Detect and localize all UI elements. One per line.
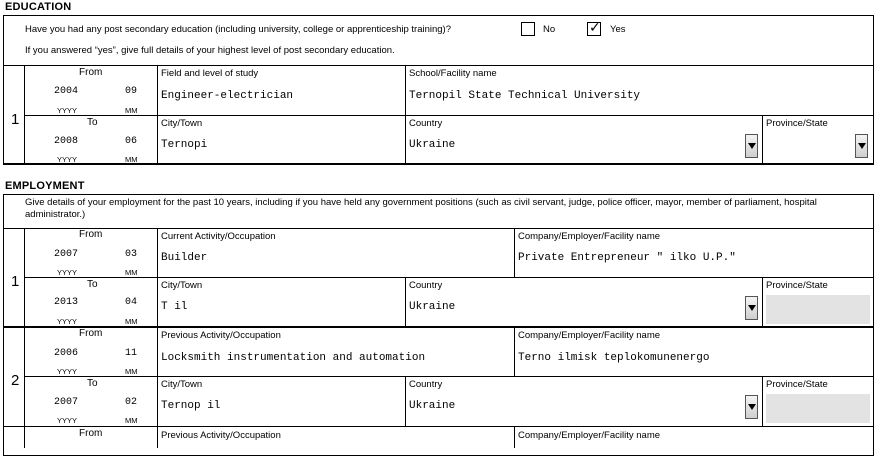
mm-label: MM	[125, 106, 138, 115]
employment-entry-1-box	[3, 228, 874, 328]
emp3-company-label: Company/Employer/Facility name	[518, 430, 661, 441]
edu-from-month[interactable]: 09	[125, 86, 138, 97]
school-name-input[interactable]: Ternopil State Technical University	[409, 90, 641, 102]
emp1-company-label: Company/Employer/Facility name	[518, 231, 661, 242]
check-icon: ✓	[589, 20, 601, 36]
edu-to-label: To	[87, 117, 98, 128]
emp2-from-label: From	[79, 328, 103, 339]
edu-country-label: Country	[409, 118, 443, 129]
emp2-country-label: Country	[409, 379, 443, 390]
chevron-down-icon	[748, 305, 756, 311]
emp2-province-label: Province/State	[766, 379, 828, 390]
emp1-to-month[interactable]: 04	[125, 297, 138, 308]
yes-checkbox[interactable]	[587, 22, 601, 36]
edu-from-label: From	[79, 67, 103, 78]
education-instruction: If you answered “yes”, give full details of your highest level of post secondary education.	[25, 45, 395, 56]
emp2-country-select[interactable]: Ukraine	[409, 400, 456, 412]
edu-city-label: City/Town	[161, 118, 203, 129]
edu-from-year[interactable]: 2004	[54, 86, 79, 97]
mm-label: MM	[125, 155, 138, 164]
emp2-country-dropdown-button[interactable]	[745, 395, 758, 419]
emp2-city-label: City/Town	[161, 379, 203, 390]
emp1-to-year[interactable]: 2013	[54, 297, 79, 308]
employment-instruction: Give details of your employment for the past 10 years, including if you have held any government positions (such as civil servant, judge, police officer, mayor, member of parliament, hospital administrator.)	[25, 197, 817, 220]
emp1-city-input[interactable]: T il	[161, 301, 188, 313]
field-of-study-label: Field and level of study	[161, 68, 259, 79]
emp2-province-input[interactable]	[766, 394, 870, 423]
education-question-box	[3, 15, 874, 66]
yyyy-label: YYYY	[57, 268, 78, 277]
emp2-to-month[interactable]: 02	[125, 397, 138, 408]
emp1-city-label: City/Town	[161, 280, 203, 291]
emp2-company-input[interactable]: Terno ilmisk teplokomunenergo	[518, 352, 710, 364]
emp1-country-label: Country	[409, 280, 443, 291]
education-title: EDUCATION	[5, 1, 72, 13]
yyyy-label: YYYY	[57, 416, 78, 425]
emp3-from-label: From	[79, 428, 103, 439]
emp1-from-month[interactable]: 03	[125, 249, 138, 260]
chevron-down-icon	[748, 143, 756, 149]
mm-label: MM	[125, 268, 138, 277]
edu-to-month[interactable]: 06	[125, 136, 138, 147]
employment-entry-1-index: 1	[11, 273, 20, 290]
emp1-province-input[interactable]	[766, 295, 870, 324]
field-of-study-input[interactable]: Engineer-electrician	[161, 90, 294, 102]
edu-country-dropdown-button[interactable]	[745, 134, 758, 158]
emp1-country-dropdown-button[interactable]	[745, 296, 758, 320]
edu-country-select[interactable]: Ukraine	[409, 139, 456, 151]
no-label: No	[543, 24, 556, 35]
emp2-from-year[interactable]: 2006	[54, 348, 79, 359]
yyyy-label: YYYY	[57, 155, 78, 164]
employment-entry-3-box	[3, 426, 874, 456]
yyyy-label: YYYY	[57, 367, 78, 376]
chevron-down-icon	[748, 404, 756, 410]
edu-to-year[interactable]: 2008	[54, 136, 79, 147]
emp3-activity-label: Previous Activity/Occupation	[161, 430, 281, 441]
no-checkbox[interactable]	[521, 22, 535, 36]
emp2-activity-input[interactable]: Locksmith instrumentation and automation	[161, 352, 426, 364]
edu-province-dropdown-button[interactable]	[855, 134, 868, 158]
employment-title: EMPLOYMENT	[5, 180, 85, 192]
education-entry-index: 1	[11, 111, 20, 128]
emp1-to-label: To	[87, 279, 98, 290]
emp1-from-year[interactable]: 2007	[54, 249, 79, 260]
emp2-from-month[interactable]: 11	[125, 348, 138, 359]
edu-province-label: Province/State	[766, 118, 828, 129]
school-name-label: School/Facility name	[409, 68, 497, 79]
employment-entry-2-index: 2	[11, 372, 20, 389]
emp2-city-input[interactable]: Ternop il	[161, 400, 221, 412]
yyyy-label: YYYY	[57, 106, 78, 115]
emp1-activity-input[interactable]: Builder	[161, 252, 208, 264]
emp1-company-input[interactable]: Private Entrepreneur " ilko U.P."	[518, 252, 736, 264]
emp2-to-year[interactable]: 2007	[54, 397, 79, 408]
emp2-company-label: Company/Employer/Facility name	[518, 330, 661, 341]
education-question: Have you had any post secondary education (including university, college or apprenticeship training)?	[25, 24, 451, 35]
emp1-from-label: From	[79, 229, 103, 240]
edu-city-input[interactable]: Ternopi	[161, 139, 208, 151]
yes-label: Yes	[610, 24, 626, 35]
emp2-activity-label: Previous Activity/Occupation	[161, 330, 281, 341]
mm-label: MM	[125, 367, 138, 376]
emp1-country-select[interactable]: Ukraine	[409, 301, 456, 313]
emp1-province-label: Province/State	[766, 280, 828, 291]
chevron-down-icon	[858, 143, 866, 149]
emp1-activity-label: Current Activity/Occupation	[161, 231, 276, 242]
mm-label: MM	[125, 317, 138, 326]
mm-label: MM	[125, 416, 138, 425]
yyyy-label: YYYY	[57, 317, 78, 326]
emp2-to-label: To	[87, 378, 98, 389]
employment-entry-2-box	[3, 327, 874, 427]
